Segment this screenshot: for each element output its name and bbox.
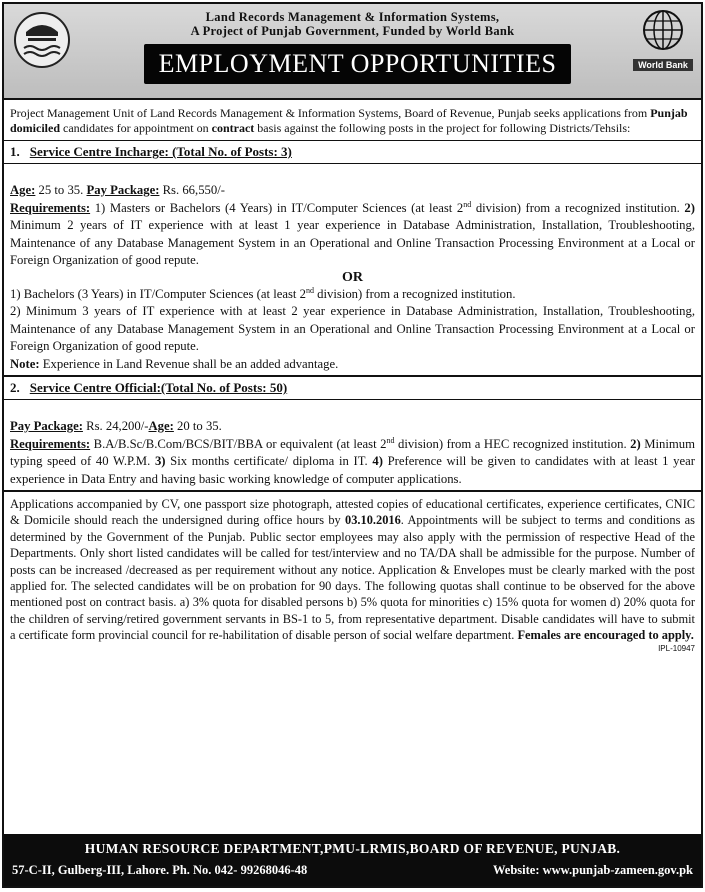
- requirement-text: 1) Bachelors (3 Years) in IT/Computer Sciences (at least 2: [10, 286, 306, 301]
- post-name: Service Centre Incharge: (Total No. of Posts: 3): [29, 144, 292, 159]
- age-value: 25 to 35.: [35, 183, 87, 197]
- post-section-2: [4, 377, 701, 492]
- requirement-text: B.A/B.Sc/B.Com/BCS/BIT/BBA or equivalent (at least 2: [90, 436, 387, 451]
- ad-header: [4, 4, 701, 100]
- pay-label: Pay Package:: [86, 183, 160, 197]
- requirement-text: Minimum 2 years of IT experience with at least 1 year experience in Database Administration, Installation, Troubleshooting, Maintenance of any Database Management System in an Operational and Online Transaction Processing Environment at a Local or Foreign Organization of good repute.: [10, 218, 695, 267]
- requirements-paragraph: [10, 436, 695, 489]
- requirement-number: 2): [684, 200, 695, 215]
- instructions-text: Applications accompanied by CV, one passport size photograph, attested copies of educational certificates, experience certificates, CNIC & Domicile should reach the undersigned during office hours by: [10, 497, 695, 528]
- employment-advertisement: [2, 2, 703, 888]
- globe-icon: [641, 8, 685, 52]
- requirement-text: 1) Masters or Bachelors (4 Years) in IT/Computer Sciences (at least 2: [90, 200, 464, 215]
- requirements-label: Requirements:: [10, 200, 91, 215]
- requirement-number: 2): [630, 436, 641, 451]
- punjab-government-logo: [12, 10, 72, 70]
- instructions-paragraph: [10, 496, 695, 644]
- requirement-text: division) from a HEC recognized institution.: [394, 436, 631, 451]
- post-title-2: [4, 377, 701, 400]
- pay-value: Rs. 66,550/-: [159, 183, 225, 197]
- project-funding-line: A Project of Punjab Government, Funded by World Bank: [190, 24, 515, 38]
- requirements-label: Requirements:: [10, 436, 91, 451]
- requirement-text: Six months certificate/ diploma in IT.: [165, 454, 373, 468]
- pay-value: Rs. 24,200/-: [82, 419, 149, 433]
- age-label: Age:: [148, 419, 174, 433]
- contact-line: [4, 857, 701, 878]
- page-title: EMPLOYMENT OPPORTUNITIES: [144, 44, 571, 84]
- intro-text: basis against the following posts in the project for following Districts/Tehsils:: [254, 121, 631, 135]
- world-bank-label: World Bank: [633, 59, 693, 71]
- requirements-paragraph: [10, 200, 695, 270]
- website: Website: www.punjab-zameen.gov.pk: [492, 863, 693, 877]
- age-value: 20 to 35.: [173, 419, 222, 433]
- department-name: HUMAN RESOURCE DEPARTMENT,PMU-LRMIS,BOARD OF REVENUE, PUNJAB.: [84, 841, 621, 856]
- intro-contract: contract: [211, 121, 255, 135]
- note-label: Note:: [10, 356, 40, 371]
- deadline-date: 03.10.2016: [345, 513, 401, 528]
- requirement-text: division) from a recognized institution.: [313, 286, 516, 301]
- ad-footer: [4, 834, 701, 886]
- intro-domicile: Punjab domiciled: [10, 106, 688, 135]
- organization-name: Land Records Management & Information Systems,: [205, 10, 500, 24]
- note-line: [10, 356, 695, 374]
- post-details-1: [4, 164, 701, 375]
- age-pay-line: [10, 182, 695, 200]
- requirement-text: division) from a recognized institution.: [471, 200, 685, 215]
- superscript: nd: [463, 199, 472, 209]
- post-number: 2.: [10, 380, 20, 395]
- post-name: Service Centre Official:(Total No. of Posts: 50): [29, 380, 288, 395]
- post-section-1: [4, 141, 701, 377]
- address-phone: 57-C-II, Gulberg-III, Lahore. Ph. No. 042- 99268046-48: [12, 863, 308, 877]
- requirement-text: Preference will be given to candidates with at least 1 year experience in Data Entry and having basic working knowledge of computer applications.: [10, 454, 695, 486]
- intro-text: Project Management Unit of Land Records Management & Information Systems, Board of Revenue, Punjab seeks applications from: [10, 106, 651, 120]
- post-number: 1.: [10, 144, 20, 159]
- intro-paragraph: [4, 100, 701, 141]
- general-instructions: [4, 492, 701, 644]
- post-details-2: [4, 400, 701, 490]
- reference-number: IPL-10947: [658, 643, 695, 653]
- age-label: Age:: [10, 183, 36, 197]
- requirement-text: Minimum typing speed of 40 W.P.M.: [10, 436, 695, 468]
- alt-requirement-1: [10, 286, 695, 304]
- pay-label: Pay Package:: [10, 419, 83, 433]
- post-title-1: [4, 141, 701, 164]
- intro-text: candidates for appointment on: [60, 121, 212, 135]
- instructions-text: . Appointments will be subject to terms and conditions as determined by the Government of the Punjab. Public sector employees may also apply with the permission of respective Head of the Departments. Only short listed candidates will be called for test/interview and no TA/DA shall be admissible for the purpose. Number of posts can be increased /decreased as per requirement without any notice. Application & Envelopes must be clearly marked with the post applied for. The selected candidates will be on probation for 90 days. The following quotas shall continue to be observed for the above mentioned post on contract basis. a) 3% quota for disabled persons b) 5% quota for minorities c) 15% quota for women d) 20% quota for the children of serving/retired government servants in BS-1 to 5, from representative department. Disable candidates will have to submit a certificate form provincial council for re-habilitation of disable person of social welfare department.: [10, 513, 695, 643]
- closing-statement: Females are encouraged to apply.: [517, 628, 694, 643]
- requirement-number: 4): [372, 454, 383, 468]
- requirement-number: 3): [154, 454, 166, 468]
- alt-requirement-2: 2) Minimum 3 years of IT experience with at least 2 year experience in Database Administration, Installation, Troubleshooting, Maintenance of any Database Management System in an Operational and Online Transaction Processing Environment at a Local or Foreign Organization of good repute.: [10, 304, 695, 353]
- superscript: nd: [386, 435, 395, 445]
- world-bank-logo: [633, 8, 693, 71]
- pay-age-line: [10, 418, 695, 436]
- or-separator: OR: [342, 269, 363, 285]
- superscript: nd: [305, 285, 314, 295]
- note-text: Experience in Land Revenue shall be an added advantage.: [39, 356, 339, 371]
